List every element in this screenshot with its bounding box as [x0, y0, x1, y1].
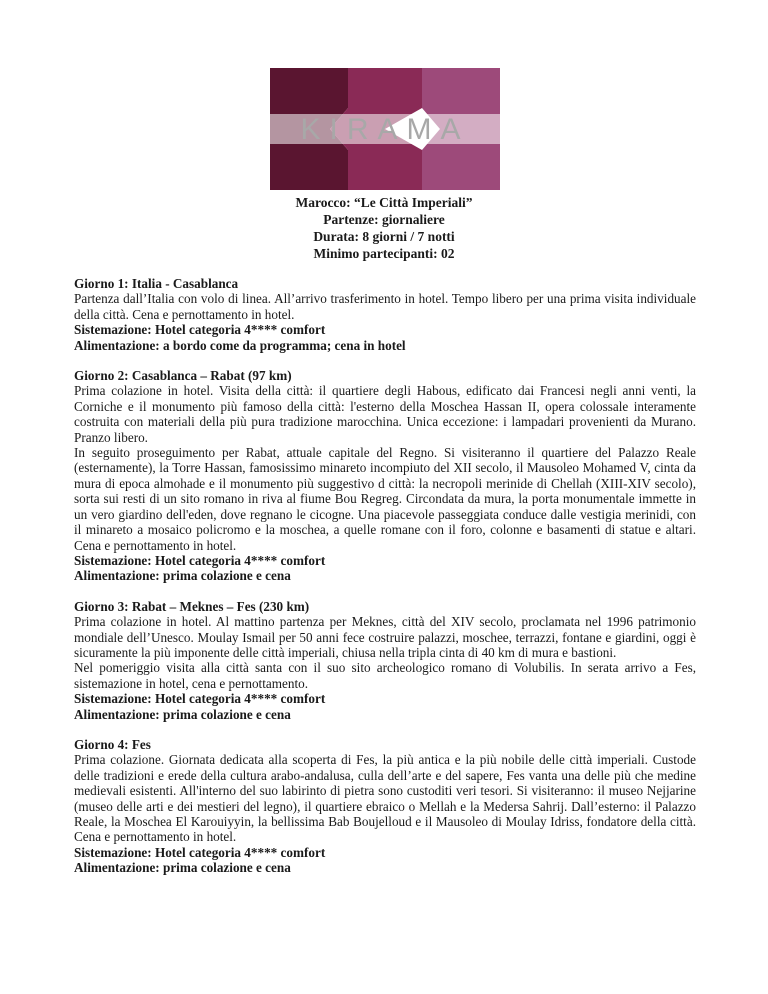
tour-departures: Partenze: giornaliere [323, 212, 445, 227]
day-title: Giorno 3: Rabat – Meknes – Fes (230 km) [74, 598, 310, 614]
day-description: Prima colazione. Giornata dedicata alla scoperta di Fes, la più antica e la più nobile delle città imperiali. Custode delle tradizioni e erede della cultura arabo-andalusa, culla dell’arte e del sapere, Fes vanta una delle più che medine medievali esistenti. All'interno del suo labirinto di pietra sono custoditi veri tesori. Si visiteranno: il museo Nejjarine (museo delle arti e dei mestieri del legno), il quartiere ebraico o Mellah e la Medersa Sahrij. Dall’esterno: il Palazzo Reale, la Moschea El Karouiyyin, la bellissima Bab Boujelloud e il Mausoleo di Moulay Idriss, fondatore della città. Cena e pernottamento in hotel. [74, 752, 696, 845]
day-title: Giorno 2: Casablanca – Rabat (97 km) [74, 368, 292, 384]
day-4 [74, 737, 696, 876]
day-meals: Alimentazione: prima colazione e cena [74, 860, 291, 876]
day-description: Prima colazione in hotel. Visita della città: il quartiere degli Habous, edificato dai Francesi negli anni venti, la Corniche e il monumento più famoso della città: l'esterno della Moschea Hassan II, opera colossale interamente costruita con materiali della più pura tradizione marocchina. Unica eccezione: i lampadari provenienti da Murano. Pranzo libero. [74, 383, 696, 445]
itinerary-body [74, 276, 696, 891]
logo-graphic [270, 68, 500, 190]
day-description: Prima colazione in hotel. Al mattino partenza per Meknes, città del XIV secolo, proclamata nel 1996 patrimonio mondiale dell’Unesco. Moulay Ismail per 50 anni fece costruire palazzi, moschee, terrazzi, fontane e giardini, oggi è sicuramente la più imponente delle città imperiali, chiusa nella tripla cinta di 40 km di mura e bastioni. [74, 614, 696, 660]
day-accommodation: Sistemazione: Hotel categoria 4**** comfort [74, 844, 326, 860]
day-2 [74, 368, 696, 584]
day-description: Partenza dall’Italia con volo di linea. All’arrivo trasferimento in hotel. Tempo libero per una prima visita individuale della città. Cena e pernottamento in hotel. [74, 291, 696, 322]
day-accommodation: Sistemazione: Hotel categoria 4**** comfort [74, 691, 326, 707]
day-description: In seguito proseguimento per Rabat, attuale capitale del Regno. Si visiteranno il quartiere del Palazzo Reale (esternamente), la Torre Hassan, famosissimo minareto incompiuto del XII secolo, il Mausoleo Mohamed V, cinta da mura di epoca almohade e il monumento più suggestivo d città: la necropoli merinide di Chellah (XIII-XIV secolo), sorta sui resti di un sito romano in riva al fiume Bou Regreg. Circondata da mura, la porta monumentale immette in un vero giardino dell'eden, dove regnano le cicogne. Una piacevole passeggiata conduce dalle vestigia merinidi, con il minareto a mosaico policromo e la moschea, a quelle romane con il foro, colonne e basamenti di statue e altari. Cena e pernottamento in hotel. [74, 445, 696, 553]
day-title: Giorno 4: Fes [74, 736, 151, 752]
kirama-logo [270, 68, 500, 190]
tour-minimum: Minimo partecipanti: 02 [313, 246, 455, 261]
day-accommodation: Sistemazione: Hotel categoria 4**** comfort [74, 552, 326, 568]
logo-text: KIRAMA [300, 113, 470, 146]
day-1 [74, 276, 696, 353]
tour-title: Marocco: “Le Città Imperiali” [295, 195, 473, 210]
itinerary-header [0, 194, 768, 262]
day-title: Giorno 1: Italia - Casablanca [74, 276, 239, 291]
day-meals: Alimentazione: prima colazione e cena [74, 706, 291, 722]
tour-duration: Durata: 8 giorni / 7 notti [313, 229, 455, 244]
day-meals: Alimentazione: prima colazione e cena [74, 568, 291, 584]
day-meals: Alimentazione: a bordo come da programma; cena in hotel [74, 337, 406, 353]
day-accommodation: Sistemazione: Hotel categoria 4**** comfort [74, 322, 326, 338]
day-description: Nel pomeriggio visita alla città santa con il suo sito archeologico romano di Volubilis. In serata arrivo a Fes, sistemazione in hotel, cena e pernottamento. [74, 660, 696, 691]
day-3 [74, 599, 696, 722]
